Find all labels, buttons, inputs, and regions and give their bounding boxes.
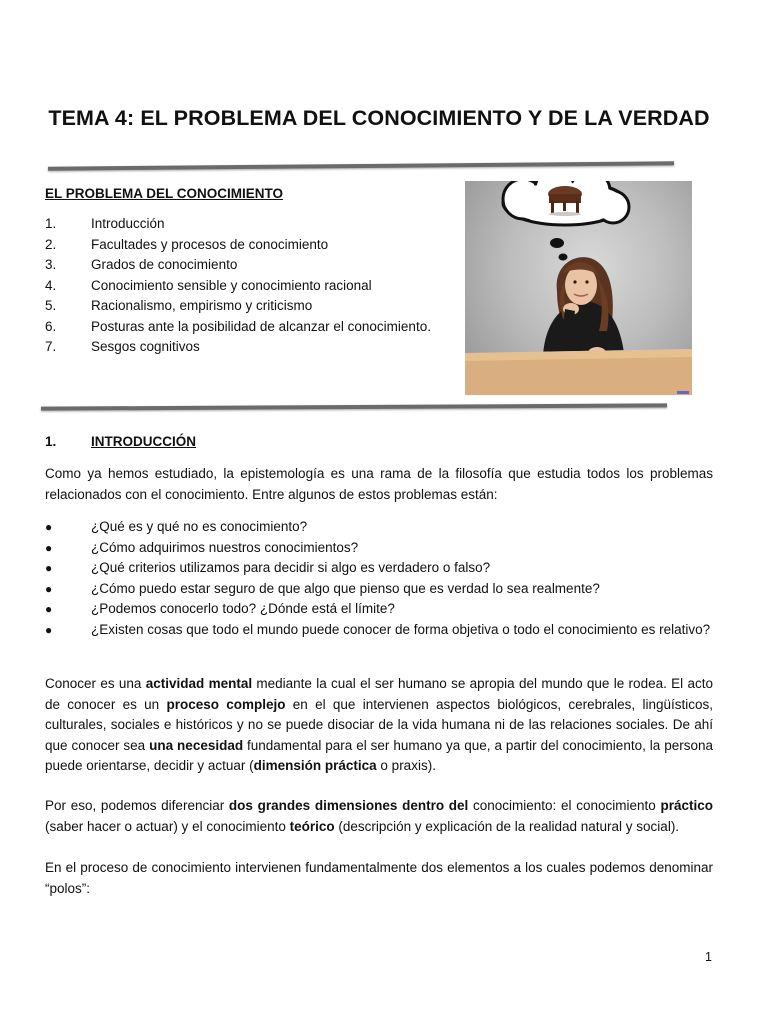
list-item: ● ¿Qué criterios utilizamos para decidir si algo es verdadero o falso? [45,560,491,575]
list-item: ● ¿Qué es y qué no es conocimiento? [45,519,308,534]
intro-paragraph-3: Por eso, podemos diferenciar dos grandes dimensiones dentro del conocimiento: el conocimiento práctico (saber hacer o actuar) y el conocimiento teórico (descripción y explicación de la realidad natural y social). [45,798,713,834]
list-item: ● ¿Cómo puedo estar seguro de que algo que pienso que es verdad lo sea realmente? [45,580,600,596]
toc-item: 1. Introducción [45,216,165,231]
thinking-girl-photo [465,181,692,395]
toc-item: 6. Posturas ante la posibilidad de alcanzar el conocimiento. [45,318,431,334]
intro-paragraph-2: Conocer es una actividad mental mediante la cual el ser humano se apropia del mundo que le rodea. El acto de conocer es un proceso complejo en el que intervienen aspectos biológicos, cerebrales, lingüísticos, culturales, sociales e históricos y no se puede disociar de la vida humana ni de las relaciones sociales. De ahí que conocer sea una necesidad fundamental para el ser humano ya que, a partir del conocimiento, la persona puede orientarse, decidir y actuar (dimensión práctica o praxis). [45,676,713,773]
divider-bottom [41,403,667,410]
intro-heading: 1. INTRODUCCIÓN [45,434,196,449]
toc-item: 4. Conocimiento sensible y conocimiento racional [45,277,372,293]
intro-paragraph-1: Como ya hemos estudiado, la epistemología es una rama de la filosofía que estudia todos los problemas relacionados con el conocimiento. Entre algunos de estos problemas están: [45,466,713,502]
toc-item: 5. Racionalismo, empirismo y criticismo [45,298,313,313]
divider-top [48,161,674,170]
list-item: ● ¿Cómo adquirimos nuestros conocimientos? [45,539,359,555]
thought-cloud-icon [503,181,629,225]
intro-paragraph-4: En el proceso de conocimiento intervienen fundamentalmente dos elementos a los cuales podemos denominar “polos”: [45,860,713,896]
table-of-contents [45,216,465,360]
toc-item: 7. Sesgos cognitivos [45,339,200,354]
question-list [45,517,713,640]
list-item: ● ¿Existen cosas que todo el mundo puede conocer de forma objetiva o todo el conocimiento es relativo? [45,621,711,637]
toc-item: 2. Facultades y procesos de conocimiento [45,236,329,252]
page-title: TEMA 4: EL PROBLEMA DEL CONOCIMIENTO Y DE LA VERDAD [48,106,710,130]
section-heading: EL PROBLEMA DEL CONOCIMIENTO [45,186,284,201]
page-number: 1 [705,950,712,964]
toc-item: 3. Grados de conocimiento [45,257,238,272]
list-item: ● ¿Podemos conocerlo todo? ¿Dónde está el límite? [45,601,395,616]
